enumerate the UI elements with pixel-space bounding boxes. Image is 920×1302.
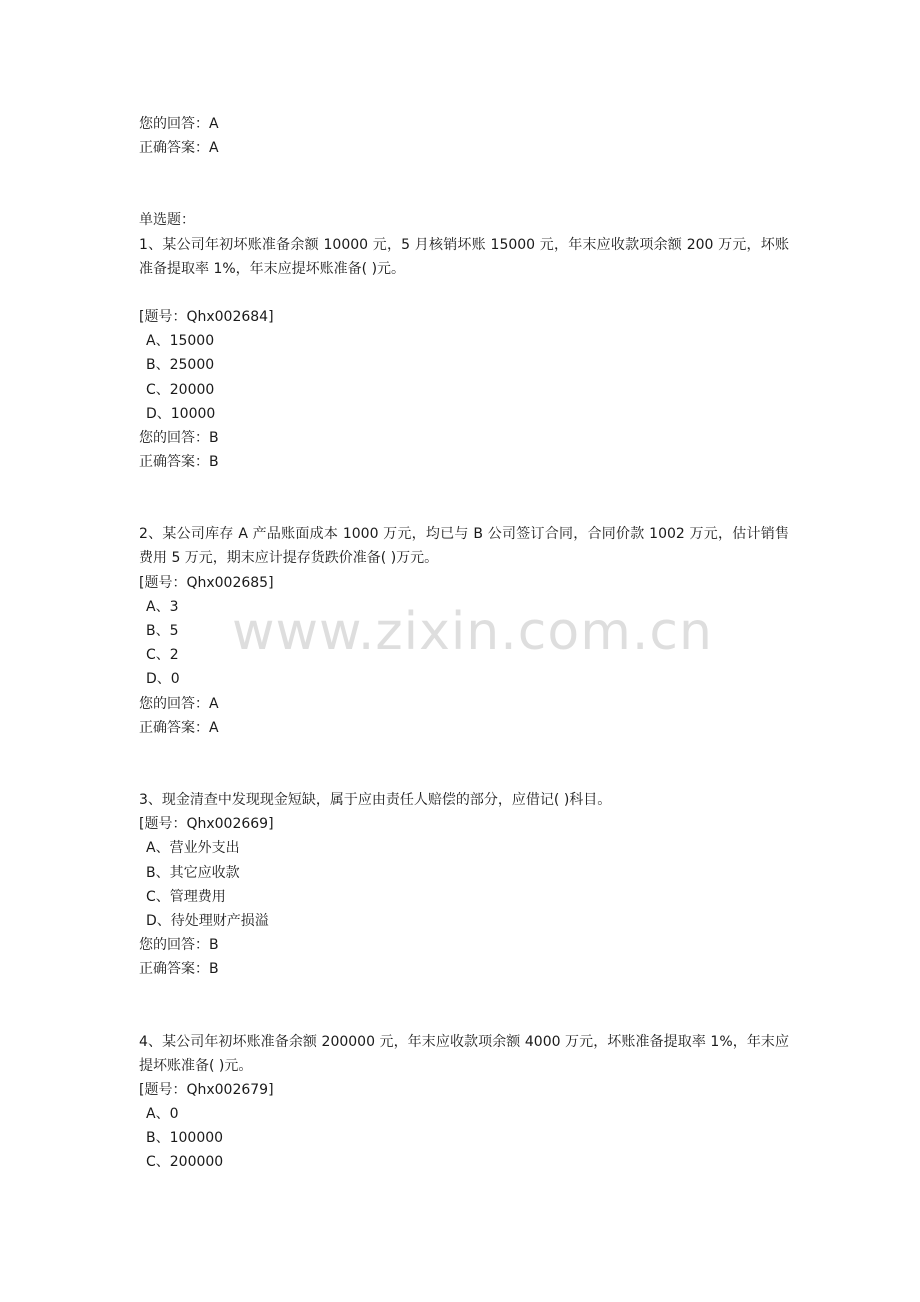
question-block [139, 233, 789, 475]
option-c: C、20000 [146, 381, 215, 398]
question-block [139, 522, 789, 740]
your-answer: 您的回答：B [139, 937, 219, 954]
option-a: A、0 [146, 1106, 179, 1123]
question-id: [题号：Qhx002679] [139, 1081, 274, 1098]
watermark: www.zixin.com.cn [232, 602, 713, 662]
question-text: 3、现金清查中发现现金短缺，属于应由责任人赔偿的部分，应借记( )科目。 [139, 792, 612, 808]
correct-answer: 正确答案：B [139, 961, 219, 978]
prev-your-answer: 您的回答：A [139, 116, 219, 132]
option-c: C、管理费用 [146, 888, 226, 905]
correct-answer: 正确答案：B [139, 454, 219, 471]
question-id: [题号：Qhx002669] [139, 816, 274, 833]
prev-correct-answer: 正确答案：A [139, 140, 219, 157]
correct-answer: 正确答案：A [139, 719, 219, 736]
question-block [139, 788, 789, 982]
option-d: D、待处理财产损溢 [146, 912, 269, 929]
document-page [139, 112, 789, 1175]
your-answer: 您的回答：B [139, 429, 219, 446]
question-id: [题号：Qhx002684] [139, 308, 274, 325]
option-b: B、5 [146, 623, 179, 640]
question-text: 1、某公司年初坏账准备余额 10000 元，5 月核销坏账 15000 元，年末应收款项余额 200 万元，坏账准备提取率 1%，年末应提坏账准备( )元。 [139, 236, 789, 277]
option-d: D、10000 [146, 405, 216, 422]
option-c: C、200000 [146, 1154, 224, 1171]
option-b: B、其它应收款 [146, 864, 240, 881]
option-a: A、15000 [146, 333, 215, 350]
question-text: 4、某公司年初坏账准备余额 200000 元，年末应收款项余额 4000 万元，坏账准备提取率 1%，年末应提坏账准备( )元。 [139, 1033, 789, 1074]
section-title: 单选题： [139, 212, 195, 229]
option-c: C、2 [146, 647, 179, 664]
option-b: B、25000 [146, 357, 215, 374]
option-b: B、100000 [146, 1130, 224, 1147]
question-text: 2、某公司库存 A 产品账面成本 1000 万元，均已与 B 公司签订合同，合同价款 1002 万元，估计销售费用 5 万元，期末应计提存货跌价准备( )万元。 [139, 526, 789, 567]
option-a: A、3 [146, 598, 179, 615]
question-id: [题号：Qhx002685] [139, 574, 274, 591]
option-a: A、营业外支出 [146, 840, 240, 857]
option-d: D、0 [146, 671, 180, 688]
question-block [139, 1030, 789, 1175]
your-answer: 您的回答：A [139, 695, 219, 712]
